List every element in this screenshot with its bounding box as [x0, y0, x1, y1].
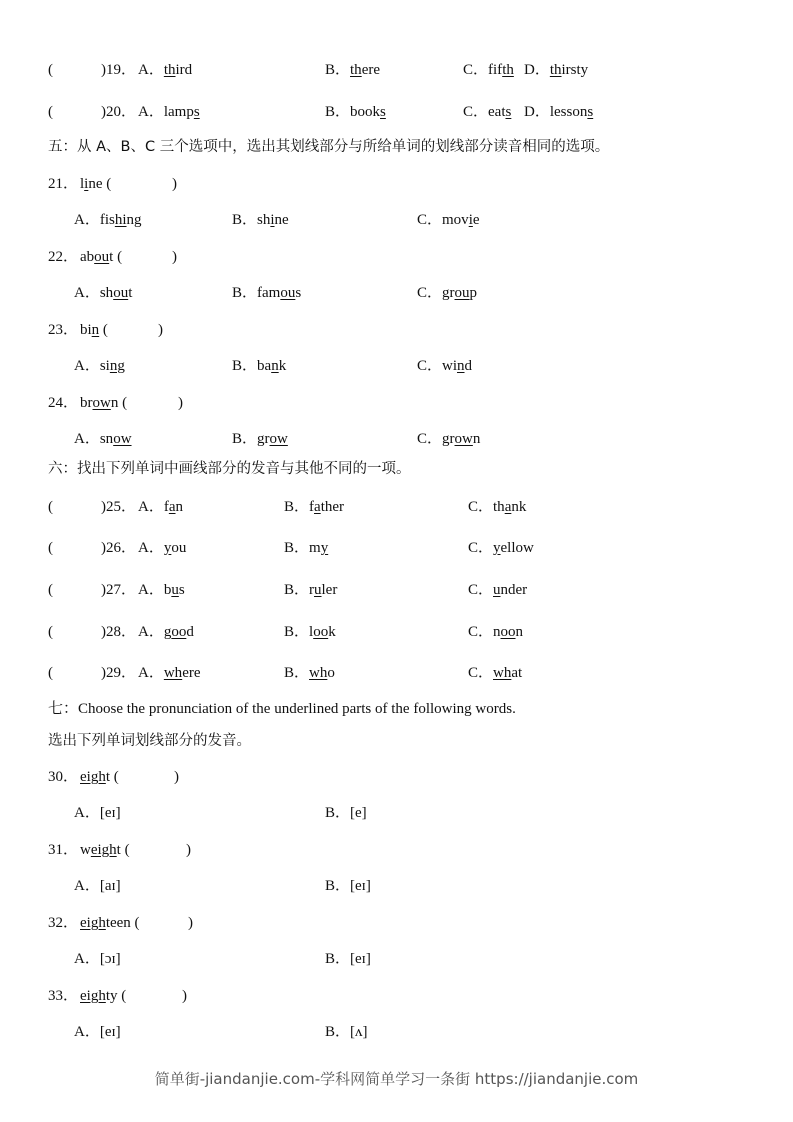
question-word: about ( [80, 249, 123, 265]
option-d: D．thirsty [524, 62, 589, 78]
option-c: C．movie [417, 212, 480, 228]
option-a: A．[ɔɪ] [74, 951, 121, 967]
option-b: B．father [284, 499, 345, 515]
question-25 [0, 495, 793, 519]
question-word: bin ( [80, 322, 108, 338]
question-27 [0, 578, 793, 602]
answer-paren-close: ) [158, 322, 163, 338]
answer-paren-open: ( [48, 665, 53, 681]
option-b: B．who [284, 665, 335, 681]
answer-paren-open: ( [48, 499, 53, 515]
question-number: 32． [48, 915, 79, 931]
question-word: weight ( [80, 842, 130, 858]
question-23-stem [0, 318, 793, 342]
option-d: D．lessons [524, 104, 594, 120]
question-24-options [0, 427, 793, 451]
question-number: )28． [101, 624, 136, 640]
option-b: B．bank [232, 358, 287, 374]
option-c: C．grown [417, 431, 481, 447]
option-a: A．sing [74, 358, 125, 374]
answer-paren-close: ) [172, 249, 177, 265]
question-22-options [0, 281, 793, 305]
question-33-options [0, 1020, 793, 1044]
question-30-stem [0, 765, 793, 789]
question-number: 22． [48, 249, 79, 265]
option-a: A．snow [74, 431, 132, 447]
question-20 [0, 100, 793, 124]
section-7-title: 七：Choose the pronunciation of the underlined parts of the following words. [48, 701, 516, 717]
question-number: )26． [101, 540, 136, 556]
option-a: A．where [138, 665, 201, 681]
question-21-stem [0, 172, 793, 196]
question-number: 21． [48, 176, 79, 192]
option-c: C．under [468, 582, 528, 598]
answer-paren-close: ) [186, 842, 191, 858]
question-32-stem [0, 911, 793, 935]
question-number: 31． [48, 842, 79, 858]
question-number: )19． [101, 62, 136, 78]
question-word: eighty ( [80, 988, 127, 1004]
option-a: A．third [138, 62, 193, 78]
answer-paren-open: ( [48, 582, 53, 598]
question-word: brown ( [80, 395, 128, 411]
question-30-options [0, 801, 793, 825]
section-7-subtitle: 选出下列单词划线部分的发音。 [48, 733, 251, 749]
option-a: A．fan [138, 499, 184, 515]
option-a: A．fishing [74, 212, 142, 228]
question-number: )27． [101, 582, 136, 598]
option-b: B．famous [232, 285, 302, 301]
option-b: B．grow [232, 431, 288, 447]
option-a: A．bus [138, 582, 185, 598]
answer-paren-open: ( [48, 104, 53, 120]
answer-paren-open: ( [48, 62, 53, 78]
option-b: B．shine [232, 212, 289, 228]
question-21-options [0, 208, 793, 232]
option-c: C．thank [468, 499, 527, 515]
question-33-stem [0, 984, 793, 1008]
option-a: A．shout [74, 285, 133, 301]
option-b: B．look [284, 624, 336, 640]
question-number: )25． [101, 499, 136, 515]
option-b: B．books [325, 104, 386, 120]
option-a: A．you [138, 540, 187, 556]
question-number: 24． [48, 395, 79, 411]
question-28 [0, 620, 793, 644]
option-a: A．[eɪ] [74, 1024, 121, 1040]
option-c: C．wind [417, 358, 473, 374]
answer-paren-open: ( [48, 624, 53, 640]
question-word: line ( [80, 176, 112, 192]
question-19 [0, 58, 793, 82]
option-a: A．[aɪ] [74, 878, 121, 894]
answer-paren-close: ) [182, 988, 187, 1004]
question-22-stem [0, 245, 793, 269]
question-31-stem [0, 838, 793, 862]
question-number: 33． [48, 988, 79, 1004]
option-c: C．yellow [468, 540, 534, 556]
option-a: A．lamps [138, 104, 200, 120]
option-b: B．there [325, 62, 380, 78]
section-5-title: 五：从 A、B、C 三个选项中，选出其划线部分与所给单词的划线部分读音相同的选项。 [48, 139, 610, 155]
question-26 [0, 536, 793, 560]
option-c: C．fifth [463, 62, 514, 78]
question-number: 30． [48, 769, 79, 785]
option-c: C．noon [468, 624, 524, 640]
question-31-options [0, 874, 793, 898]
question-number: )29． [101, 665, 136, 681]
question-29 [0, 661, 793, 685]
question-32-options [0, 947, 793, 971]
option-b: B．[ʌ] [325, 1024, 368, 1040]
option-b: B．ruler [284, 582, 338, 598]
option-a: A．[eɪ] [74, 805, 121, 821]
footer-source: 简单街-jiandanjie.com-学科网简单学习一条街 https://jiandanjie.com [154, 1070, 639, 1088]
option-a: A．good [138, 624, 194, 640]
option-b: B．my [284, 540, 329, 556]
question-23-options [0, 354, 793, 378]
question-word: eight ( [80, 769, 119, 785]
option-c: C．what [468, 665, 523, 681]
option-b: B．[eɪ] [325, 878, 371, 894]
answer-paren-open: ( [48, 540, 53, 556]
section-6-title: 六：找出下列单词中画线部分的发音与其他不同的一项。 [48, 461, 411, 477]
answer-paren-close: ) [178, 395, 183, 411]
question-number: )20． [101, 104, 136, 120]
answer-paren-close: ) [188, 915, 193, 931]
option-c: C．group [417, 285, 478, 301]
option-b: B．[e] [325, 805, 367, 821]
answer-paren-close: ) [174, 769, 179, 785]
question-word: eighteen ( [80, 915, 140, 931]
question-number: 23． [48, 322, 79, 338]
option-b: B．[eɪ] [325, 951, 371, 967]
question-24-stem [0, 391, 793, 415]
option-c: C．eats [463, 104, 512, 120]
answer-paren-close: ) [172, 176, 177, 192]
